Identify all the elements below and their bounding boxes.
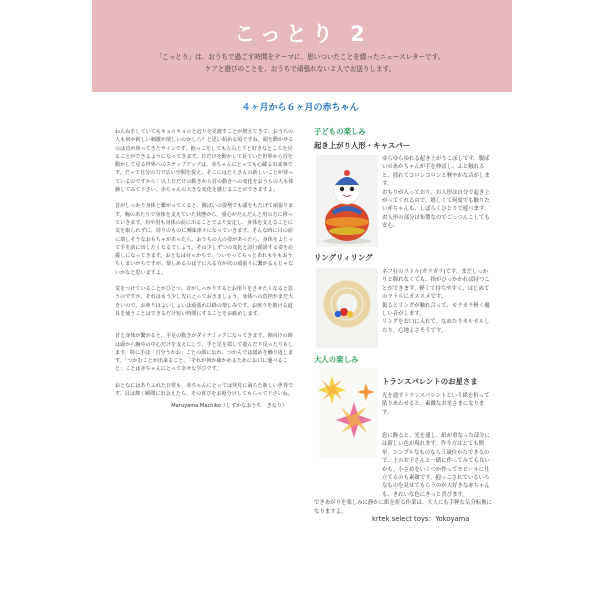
intro-line: 「こっとり」は、おうちで過ごす時間をテーマに、思いついたことを綴ったニュースレターです。 (155, 53, 445, 61)
section-subtitle: ４ヶ月から６ヶ月の赤ちゃん (241, 103, 359, 113)
description-paragraph: 光を通すトランスパレントという紙を折って貼りあわせると、素敵なお星さまになります。 (382, 393, 490, 416)
stars-description-top (382, 392, 492, 417)
description-paragraph: ネフ社のラトル(ガラガラ)です。まだしっかりと握れなくても、指がひっかかれば持つことができます。軽くて持ちやすく、はじめてのラトルにオススメです。 (382, 269, 490, 301)
intro-text (0, 52, 600, 75)
ring-rattle-image (316, 268, 378, 348)
casper-description (382, 155, 492, 231)
article-paragraph: 首と身体が繋がると、手足の動きがダイナミックになってきます。仰向けの時は頭から胸中の中心だけを支えにして、手と足を揺して遊んだり反ったりもします。特に手は「自分うかお」ことの顔に伝れ、つかんでは舐めを繰り返します。「つかむことが出来ること、「それが何か確かめるためにお口に運べること」ことは赤ちゃんにとって幸せな学びです。 (115, 333, 294, 373)
article-paragraph: おとなにはありふれた日常も、赤ちゃんにとっては発見に満ちた新しい世界です。目は輝く瞬間に出会えたら、その喜びをお裾分けしてもらって下さいね。 (115, 382, 294, 398)
description-paragraph: お人形の部分は布製なのでごっつんこしても安心。 (382, 214, 490, 230)
toy-shop-credit: krtek select toys：Yokoyama (372, 515, 470, 523)
description-paragraph: おもりが入っており、お人形は自分で起き上がってくれるので、嬉しくて何度でも触りたい赤ちゃんも、しばらくひとりで遊べます。 (382, 189, 490, 213)
section-heading-kids: 子どもの楽しみ (314, 127, 366, 136)
ring-description (382, 268, 492, 335)
roly-poly-doll-image (316, 155, 378, 247)
section-heading-adults: 大人の楽しみ (314, 355, 359, 364)
item-title-casper: 起き上がり人形・キャスパー (314, 141, 411, 150)
item-title-stars: トランスパレントのお星さま (382, 377, 478, 386)
article-paragraph: ねんねをしていてもキョロキョロと辺りを見渡すことが増えてきて、おうちの人も何か新しい刺激が欲しいのかしら？と思い始める頃ですね。頭を動かせるのは首が座ってきたサインです。抱っこをしても左右上下と好きなところを見ることができるようになってきます。日だけを動かして見ていた世界から首を動かして見る世界へのステップアップは、赤ちゃんにとっても心躍る出来事です。だって自分の力で広い空間を捉え、そこにはたくさんの新しいことが待っているのですから！以上日だけの動きから首の動きへの変化をおうちの人も体験してみて下さい。赤ちゃんの大きな変化を感じることができますよ。 (115, 129, 294, 194)
article-paragraph: 首がしっかり身体と繋がってくると、腹ばいの姿勢でも頭をもたげて頑張ります。胸のあたりで身体を支えていた状態から、重心がだんだんと肘の方に移っていきます。肩や肘も身体の前に出ることでより安定し、身体を支えることに気を取られずに、周りのものに興味津々になっていきます。そんな時に目の前に楽しそうなおもちゃがあったら、おうちの人の姿があったら、身体をよじって手を前に出したくなるでしょう。その少しずつの変化と試行錯誤する姿を応援しになってきます。おとなはせっかちで、ついやってもっとあれもやもおうちしまいがちですが、楽しめるのは子に入る方が次の頑張りに繋がるんじゃないかなと思いますよ。 (115, 203, 294, 276)
header-banner (92, 0, 512, 92)
left-column-article (115, 128, 295, 419)
article-paragraph: 気をつけていることがひとつ。首がしっかりするとお座りをさせたくなると思うのですが、それはもう少し先にとっておきましょう。身体への負担がまだ大きいので、お座りはよいしょいは頑張れ以降の楽しみです。お座りを助ける道具を使うことはできるだけ短い時間にすることをお勧めします。 (115, 286, 294, 317)
description-paragraph: できあがりを楽しみに静かに紙を折る作業は、大人にも手軽な気分転換になりますよ。 (314, 500, 492, 515)
description-paragraph: ゆらゆらゆれる起き上がりこぼしです。腹ばいのあかちゃんが手を伸ばし、ふと触れると、揺れてコロンコロンと軽やかな音がします。 (382, 156, 490, 188)
newsletter-title: こっとり 2 (234, 22, 370, 46)
intro-line: ケアと遊びのことを、おうちで頑張れない２人でお送りします。 (204, 64, 396, 73)
description-paragraph: リングをお口に入れて、なめたりカルカルしたり、心地よさそうです。 (382, 319, 490, 334)
description-paragraph: 振るとリングが触れ合って、カラカラ軽く優しい音がします。 (382, 302, 490, 318)
stars-description-bottom (314, 432, 492, 516)
item-title-ring: リングリィリング (314, 253, 373, 262)
description-paragraph: 窓に飾ると、光を通し、紙が重なった部分には新しい色が現れます。作り方はとても簡単。シンプルなものなら５歳位からできるので、上のお子さんと一緒に作ってみても良いかも。小さめをいくつか作ってモビールに仕立てるのも素敵です。抱っこされているいろなものを見せてもらうのが大好きな赤ちゃんも、きれいな色にきっと喜びます。 (382, 433, 490, 498)
author-signature: Maruyama Machiko（しずかなおうち きなり） (171, 403, 287, 410)
